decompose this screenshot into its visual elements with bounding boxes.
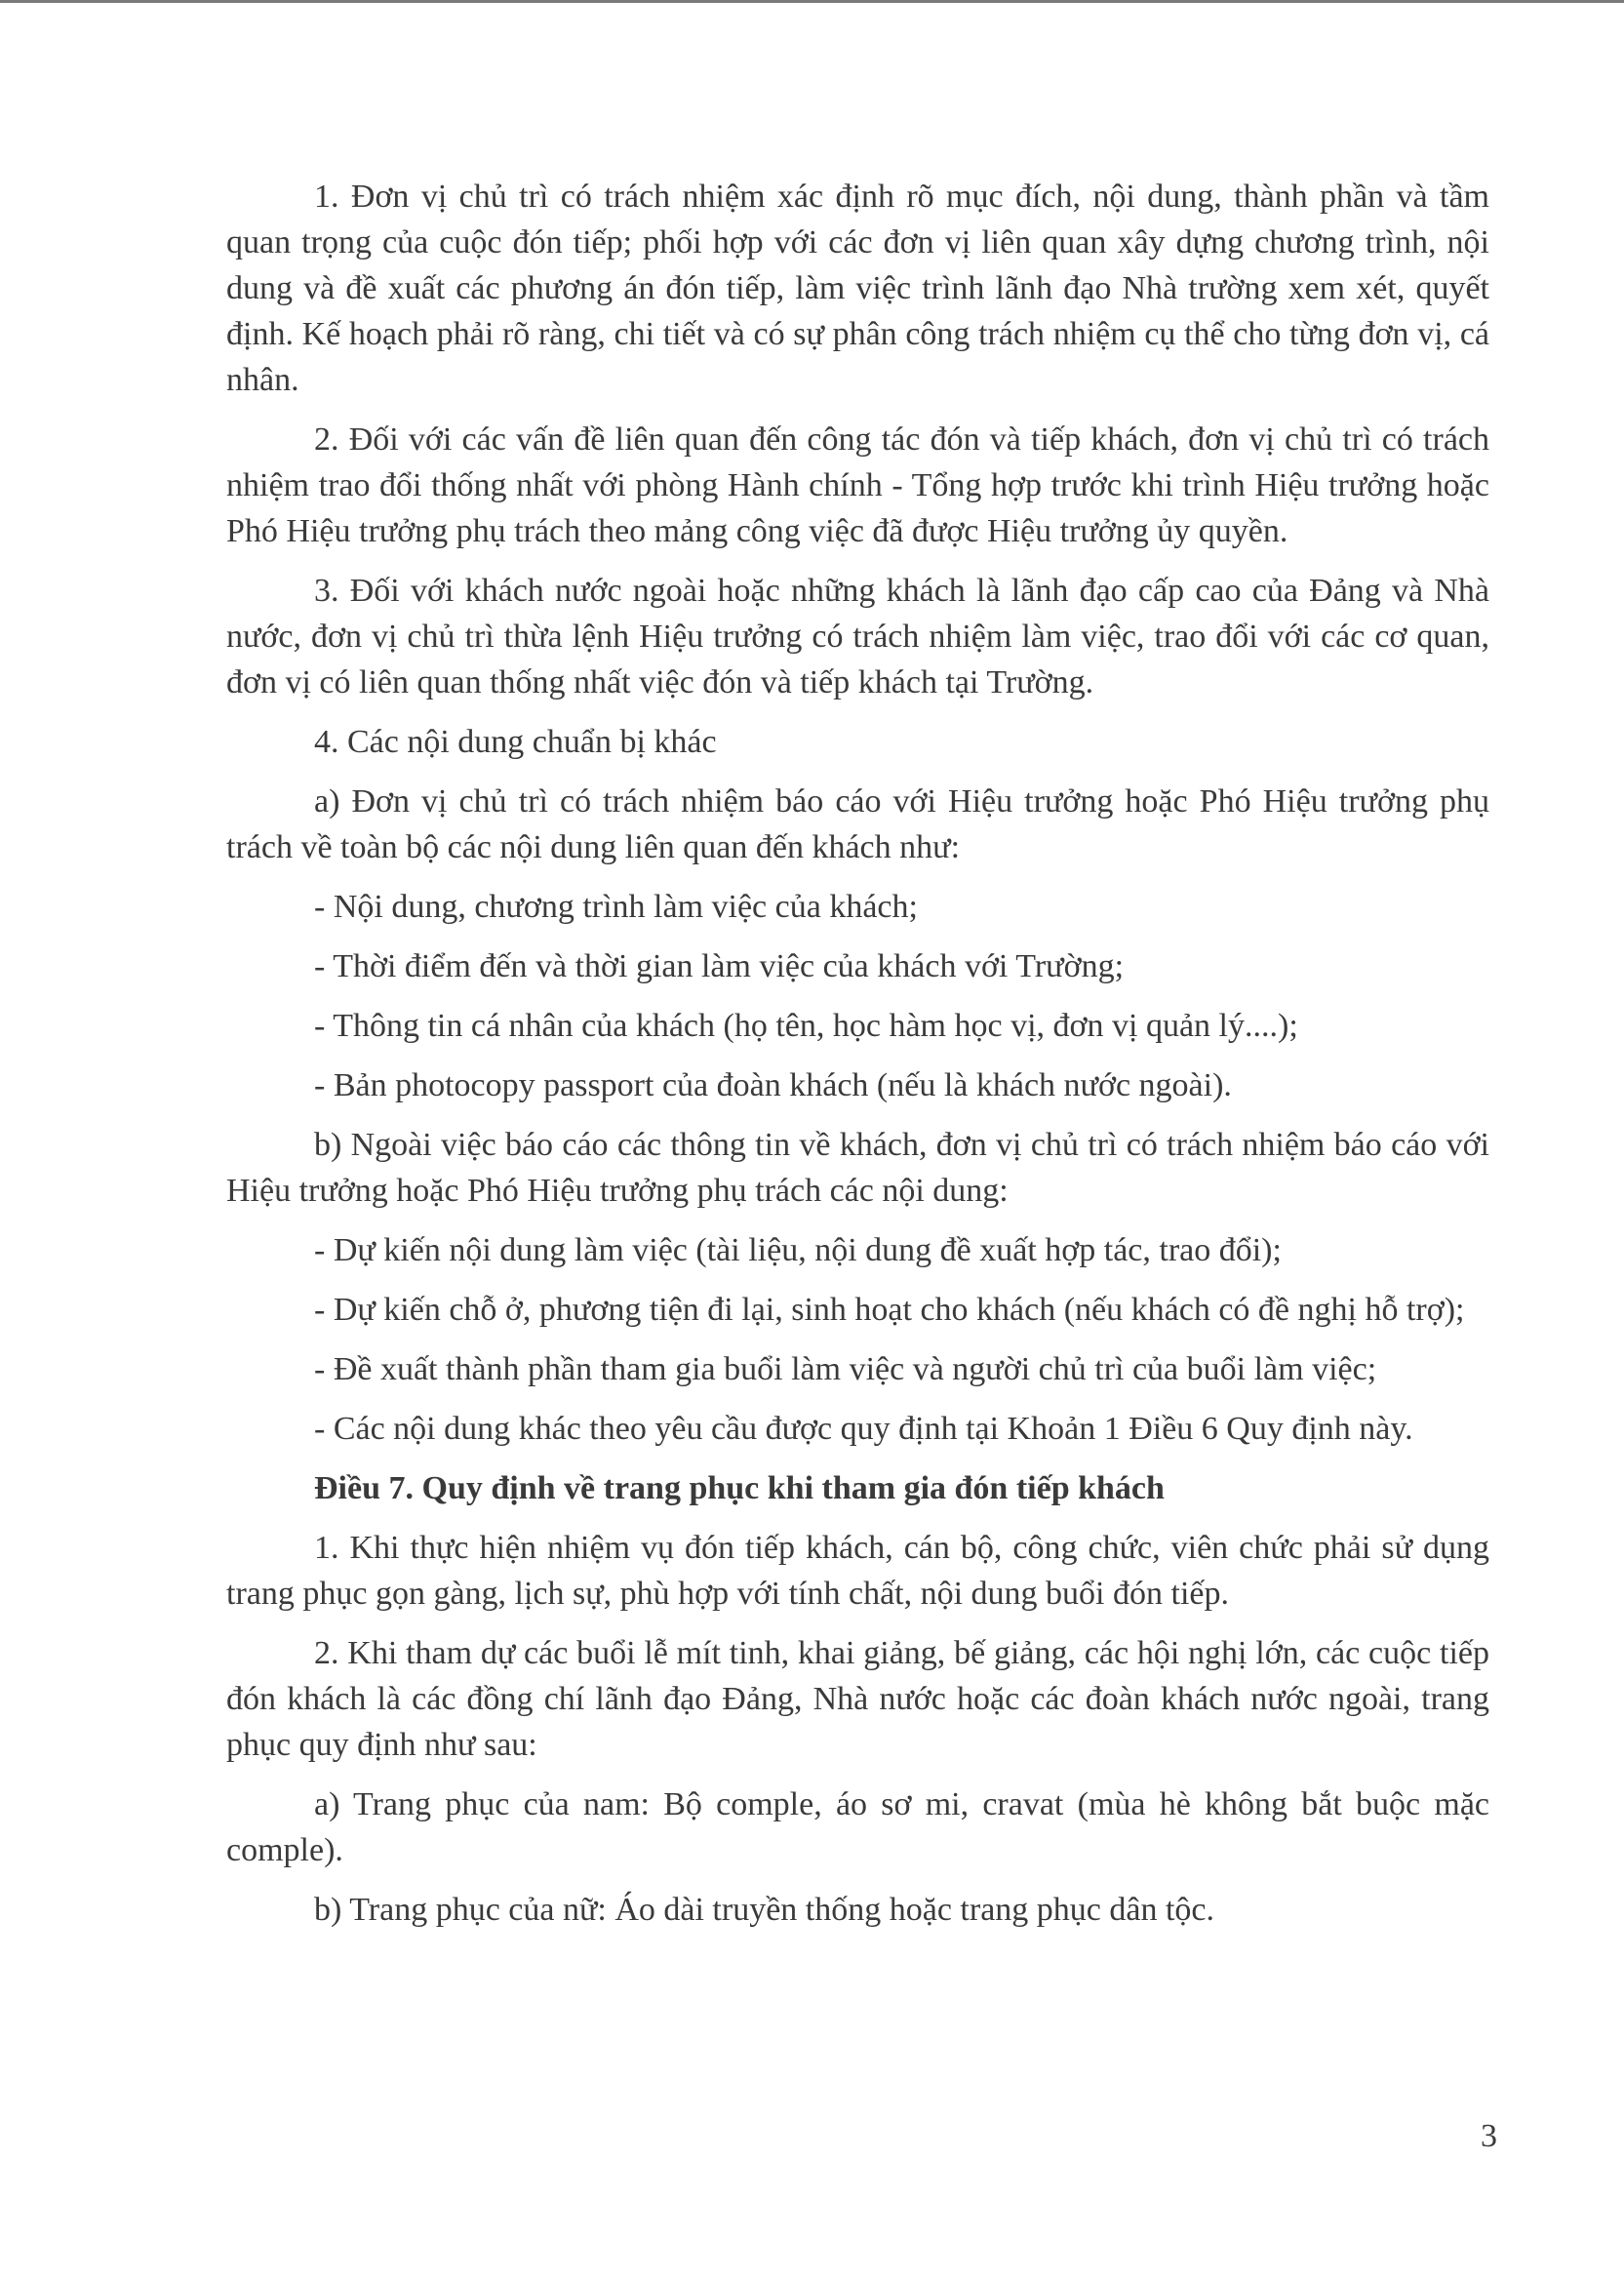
list-item: - Bản photocopy passport của đoàn khách (nếu là khách nước ngoài). — [314, 1067, 1232, 1103]
article-7-paragraph-2a: a) Trang phục của nam: Bộ comple, áo sơ mi, cravat (mùa hè không bắt buộc mặc comple). — [226, 1786, 1489, 1868]
paragraph-3: 3. Đối với khách nước ngoài hoặc những khách là lãnh đạo cấp cao của Đảng và Nhà nước, đơn vị chủ trì thừa lệnh Hiệu trưởng có trách nhiệm làm việc, trao đổi với các cơ quan, đơn vị có liên quan thống nhất việc đón và tiếp khách tại Trường. — [226, 573, 1489, 700]
article-7-paragraph-1: 1. Khi thực hiện nhiệm vụ đón tiếp khách, cán bộ, công chức, viên chức phải sử dụng trang phục gọn gàng, lịch sự, phù hợp với tính chất, nội dung buổi đón tiếp. — [226, 1530, 1489, 1612]
article-heading: Điều 7. Quy định về trang phục khi tham gia đón tiếp khách — [314, 1470, 1165, 1506]
list-item: - Dự kiến chỗ ở, phương tiện đi lại, sinh hoạt cho khách (nếu khách có đề nghị hỗ trợ); — [314, 1292, 1465, 1328]
article-7-paragraph-2: 2. Khi tham dự các buổi lễ mít tinh, khai giảng, bế giảng, các hội nghị lớn, các cuộc tiếp đón khách là các đồng chí lãnh đạo Đảng, Nhà nước hoặc các đoàn khách nước ngoài, trang phục quy định như sau: — [226, 1635, 1489, 1763]
paragraph-1: 1. Đơn vị chủ trì có trách nhiệm xác định rõ mục đích, nội dung, thành phần và tầm quan trọng của cuộc đón tiếp; phối hợp với các đơn vị liên quan xây dựng chương trình, nội dung và đề xuất các phương án đón tiếp, làm việc trình lãnh đạo Nhà trường xem xét, quyết định. Kế hoạch phải rõ ràng, chi tiết và có sự phân công trách nhiệm cụ thể cho từng đơn vị, cá nhân. — [226, 179, 1489, 398]
list-item: - Thời điểm đến và thời gian làm việc của khách với Trường; — [314, 948, 1125, 984]
list-item: - Các nội dung khác theo yêu cầu được quy định tại Khoản 1 Điều 6 Quy định này. — [314, 1411, 1413, 1447]
paragraph-4b: b) Ngoài việc báo cáo các thông tin về khách, đơn vị chủ trì có trách nhiệm báo cáo với Hiệu trưởng hoặc Phó Hiệu trưởng phụ trách các nội dung: — [226, 1127, 1489, 1209]
list-item: - Dự kiến nội dung làm việc (tài liệu, nội dung đề xuất hợp tác, trao đổi); — [314, 1232, 1282, 1268]
document-page — [226, 174, 1489, 1946]
paragraph-2: 2. Đối với các vấn đề liên quan đến công tác đón và tiếp khách, đơn vị chủ trì có trách nhiệm trao đổi thống nhất với phòng Hành chính - Tổng hợp trước khi trình Hiệu trưởng hoặc Phó Hiệu trưởng phụ trách theo mảng công việc đã được Hiệu trưởng ủy quyền. — [226, 421, 1489, 549]
list-item: - Đề xuất thành phần tham gia buổi làm việc và người chủ trì của buổi làm việc; — [314, 1351, 1377, 1387]
list-item: - Nội dung, chương trình làm việc của khách; — [314, 889, 918, 925]
scan-top-edge — [0, 0, 1624, 3]
page-number: 3 — [1481, 2118, 1497, 2154]
paragraph-4a: a) Đơn vị chủ trì có trách nhiệm báo cáo với Hiệu trưởng hoặc Phó Hiệu trưởng phụ trách về toàn bộ các nội dung liên quan đến khách như: — [226, 783, 1489, 865]
article-7-paragraph-2b: b) Trang phục của nữ: Áo dài truyền thống hoặc trang phục dân tộc. — [314, 1892, 1214, 1928]
list-item: - Thông tin cá nhân của khách (họ tên, học hàm học vị, đơn vị quản lý....); — [314, 1008, 1298, 1044]
paragraph-4: 4. Các nội dung chuẩn bị khác — [314, 724, 717, 760]
